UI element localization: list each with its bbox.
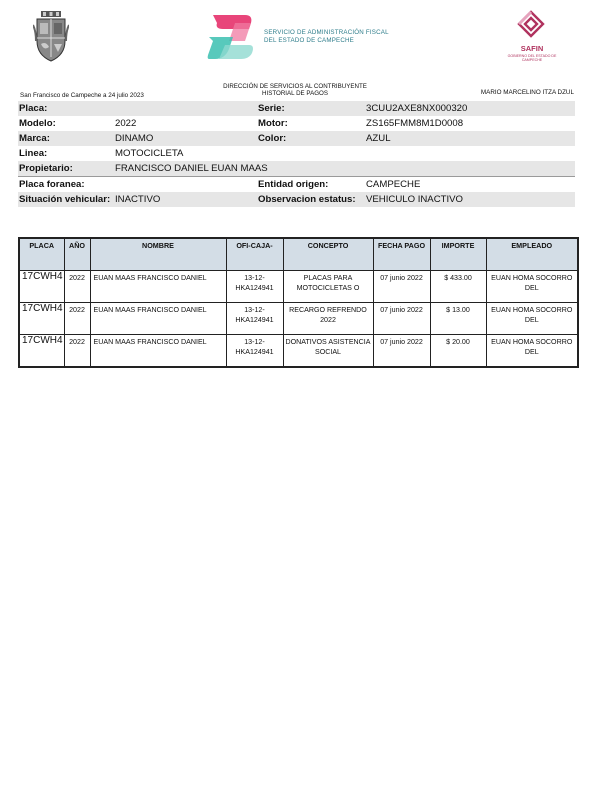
safin-subtitle: GOBIERNO DEL ESTADO DE CAMPECHE	[507, 54, 557, 63]
report-heading	[190, 83, 400, 98]
info-row-placa	[18, 101, 575, 116]
concepto-text: PLACAS PARA MOTOCICLETAS O	[296, 274, 360, 292]
concepto-text: RECARGO REFRENDO 2022	[289, 306, 367, 324]
cell-ofi-caja: 13-12-HKA124941	[226, 271, 283, 303]
situacion-label: Situación vehicular:	[19, 194, 111, 205]
concepto-text: DONATIVOS ASISTENCIA SOCIAL	[285, 338, 371, 356]
info-row-modelo	[18, 116, 575, 131]
place-date: San Francisco de Campeche a 24 julio 2023	[20, 92, 144, 99]
color-value: AZUL	[366, 133, 391, 144]
info-row-placa-foranea	[18, 177, 575, 192]
entidad-value: CAMPECHE	[366, 179, 421, 190]
placa-label: Placa:	[19, 103, 48, 114]
sat-logo-icon	[205, 11, 257, 63]
motor-label: Motor:	[258, 118, 288, 129]
linea-label: Linea:	[19, 148, 48, 159]
report-title: HISTORIAL DE PAGOS	[262, 90, 328, 98]
department-name: DIRECCIÓN DE SERVICIOS AL CONTRIBUYENTE	[223, 83, 367, 90]
propietario-label: Propietario:	[19, 163, 73, 174]
table-row	[19, 335, 578, 368]
header-concepto: CONCEPTO	[283, 238, 373, 271]
safin-logo-icon	[516, 10, 546, 40]
vehicle-info	[18, 101, 575, 207]
modelo-label: Modelo:	[19, 118, 56, 129]
info-row-marca	[18, 131, 575, 146]
marca-value: DINAMO	[115, 133, 154, 144]
motor-value: ZS165FMM8M1D0008	[366, 118, 464, 129]
header-importe: IMPORTE	[430, 238, 486, 271]
table-row	[19, 271, 578, 303]
cell-concepto	[283, 271, 373, 303]
cell-placa: 17CWH4	[19, 335, 64, 368]
cell-nombre: EUAN MAAS FRANCISCO DANIEL	[90, 303, 226, 335]
cell-ofi-caja: 13-12-HKA124941	[226, 303, 283, 335]
info-row-linea	[18, 146, 575, 161]
cell-empleado	[486, 335, 578, 368]
marca-label: Marca:	[19, 133, 50, 144]
cell-concepto	[283, 303, 373, 335]
cell-importe: $ 433.00	[430, 271, 486, 303]
safin-name: SAFIN	[520, 44, 544, 53]
cell-anio: 2022	[64, 271, 90, 303]
header-placa: PLACA	[19, 238, 64, 271]
campeche-coat-of-arms-icon	[33, 11, 69, 63]
observacion-value: VEHICULO INACTIVO	[366, 194, 464, 205]
observacion-label: Observacion estatus:	[258, 194, 356, 205]
placa-foranea-label: Placa foranea:	[19, 179, 85, 190]
situacion-value: INACTIVO	[115, 194, 161, 205]
cell-placa: 17CWH4	[19, 271, 64, 303]
cell-empleado	[486, 271, 578, 303]
propietario-value: FRANCISCO DANIEL EUAN MAAS	[115, 163, 268, 174]
table-header-row	[19, 238, 578, 271]
cell-fecha: 07 junio 2022	[373, 303, 430, 335]
agency-name: SERVICIO DE ADMINISTRACIÓN FISCAL DEL ESTADO DE CAMPECHE	[264, 29, 389, 44]
empleado-text: EUAN HOMA SOCORRO DEL	[491, 306, 573, 324]
entidad-label: Entidad origen:	[258, 179, 329, 190]
cell-ofi-caja: 13-12-HKA124941	[226, 335, 283, 368]
empleado-text: EUAN HOMA SOCORRO DEL	[491, 338, 573, 356]
info-row-propietario	[18, 161, 575, 177]
cell-empleado	[486, 303, 578, 335]
color-label: Color:	[258, 133, 287, 144]
serie-value: 3CUU2AXE8NX000320	[366, 103, 468, 114]
cell-fecha: 07 junio 2022	[373, 335, 430, 368]
cell-placa: 17CWH4	[19, 303, 64, 335]
user-name: MARIO MARCELINO ITZA DZUL	[480, 89, 574, 96]
linea-value: MOTOCICLETA	[115, 148, 184, 159]
cell-nombre: EUAN MAAS FRANCISCO DANIEL	[90, 271, 226, 303]
header-ofi-caja: OFI-CAJA-	[226, 238, 283, 271]
cell-concepto	[283, 335, 373, 368]
header-fecha-pago: FECHA PAGO	[373, 238, 430, 271]
header-anio: AÑO	[64, 238, 90, 271]
cell-importe: $ 20.00	[430, 335, 486, 368]
cell-anio: 2022	[64, 303, 90, 335]
header-nombre: NOMBRE	[90, 238, 226, 271]
cell-fecha: 07 junio 2022	[373, 271, 430, 303]
cell-anio: 2022	[64, 335, 90, 368]
cell-importe: $ 13.00	[430, 303, 486, 335]
serie-label: Serie:	[258, 103, 285, 114]
info-row-situacion	[18, 192, 575, 207]
modelo-value: 2022	[115, 118, 137, 129]
header-empleado: EMPLEADO	[486, 238, 578, 271]
payments-table	[18, 237, 579, 368]
table-row	[19, 303, 578, 335]
empleado-text: EUAN HOMA SOCORRO DEL	[491, 274, 573, 292]
cell-nombre: EUAN MAAS FRANCISCO DANIEL	[90, 335, 226, 368]
